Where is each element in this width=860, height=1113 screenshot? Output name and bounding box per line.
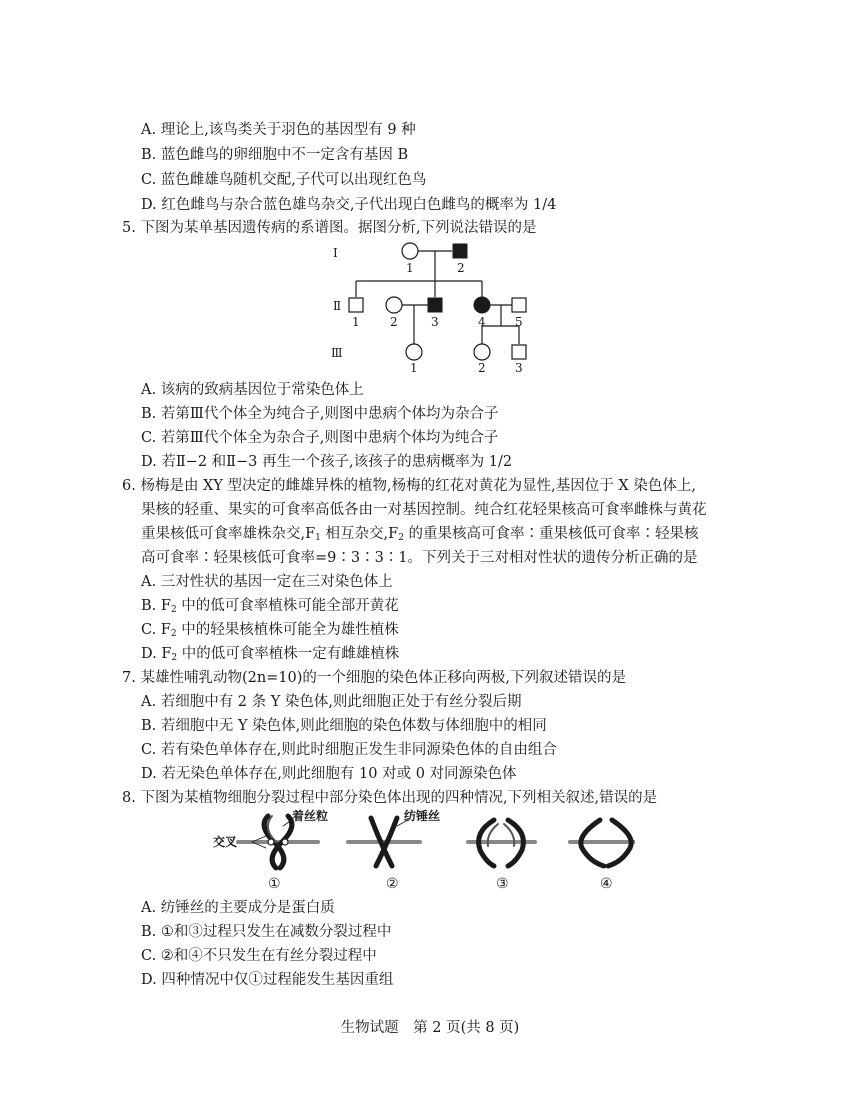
pedigree-i1-female [402,243,418,259]
svg-text:1: 1 [406,261,414,275]
label-cross: 交叉 [213,835,238,849]
q7-option-c: C. 若有染色单体存在,则此时细胞正发生非同源染色体的自由组合 [141,742,557,758]
q7-option-d: D. 若无染色单体存在,则此细胞有 10 对或 0 对同源染色体 [141,766,517,782]
q7-stem: 7. 某雄性哺乳动物(2n=10)的一个细胞的染色体正移向两极,下列叙述错误的是 [122,670,627,686]
svg-text:2: 2 [478,361,486,375]
pedigree-gen-label-2: Ⅱ [333,299,342,313]
panel-label-3: ③ [496,876,509,892]
svg-text:1: 1 [410,361,418,375]
label-centromere: 着丝粒 [292,809,329,823]
q8-option-d: D. 四种情况中仅①过程能发生基因重组 [141,972,394,988]
svg-text:5: 5 [515,315,523,329]
pedigree-ii3-affected-male [428,298,442,312]
pedigree-chart [320,240,540,375]
q5-option-c: C. 若第Ⅲ代个体全为杂合子,则图中患病个体均为纯合子 [141,430,499,446]
q8-option-a: A. 纺锤丝的主要成分是蛋白质 [141,900,335,916]
q4-option-d: D. 红色雌鸟与杂合蓝色雄鸟杂交,子代出现白色雌鸟的概率为 1/4 [141,197,557,213]
q6-option-a: A. 三对性状的基因一定在三对染色体上 [141,574,393,590]
svg-text:1: 1 [352,315,360,329]
q8-stem: 8. 下图为某植物细胞分裂过程中部分染色体出现的四种情况,下列相关叙述,错误的是 [122,790,658,806]
q4-option-c: C. 蓝色雌雄鸟随机交配,子代可以出现红色鸟 [141,172,427,188]
q6-option-d: D. $F_2$ 中的低可食率植株一定有雌雄植株 [141,646,400,663]
panel-label-1: ① [268,876,281,892]
q7-option-b: B. 若细胞中无 Y 染色体,则此细胞的染色体数与体细胞中的相同 [141,718,547,734]
pedigree-iii1-female [406,344,422,360]
q6-stem-line1: 6. 杨梅是由 XY 型决定的雌雄异株的植物,杨梅的红花对黄花为显性,基因位于 X 染色体上, [122,478,696,494]
panel-label-4: ④ [600,876,613,892]
pedigree-ii5-male [512,298,526,312]
svg-text:2: 2 [390,315,398,329]
q4-option-b: B. 蓝色雌鸟的卵细胞中不一定含有基因 B [141,147,409,163]
pedigree-gen-label-3: Ⅲ [331,346,343,360]
pedigree-i2-affected-male [453,244,467,258]
q5-stem: 5. 下图为某单基因遗传病的系谱图。据图分析,下列说法错误的是 [122,220,537,236]
q6-option-c: C. $F_2$ 中的轻果核植株可能全为雄性植株 [141,622,399,639]
svg-text:2: 2 [457,261,465,275]
pedigree-ii2-female [386,297,402,313]
pedigree-ii4-affected-female [474,297,490,313]
label-spindle: 纺锤丝 [404,809,441,823]
pedigree-ii1-male [349,298,363,312]
pedigree-gen-label-1: Ⅰ [333,246,338,260]
q5-option-d: D. 若Ⅱ−2 和Ⅱ−3 再生一个孩子,该孩子的患病概率为 1/2 [141,454,513,470]
q6-stem-line2: 果核的轻重、果实的可食率高低各由一对基因控制。纯合红花轻果核高可食率雌株与黄花 [141,502,707,518]
q6-stem-line3: 重果核低可食率雄株杂交$,F_1$ 相互杂交$,F_2$ 的重果核高可食率∶重果核低可食率∶轻果核 [141,526,699,543]
q8-option-b: B. ①和③过程只发生在减数分裂过程中 [141,924,392,940]
svg-text:3: 3 [515,361,523,375]
svg-text:3: 3 [431,315,439,329]
svg-text:4: 4 [478,315,486,329]
q7-option-a: A. 若细胞中有 2 条 Y 染色体,则此细胞正处于有丝分裂后期 [141,694,522,710]
panel-label-2: ② [386,876,399,892]
q6-stem-line4: 高可食率∶轻果核低可食率=9∶3∶3∶1。下列关于三对相对性状的遗传分析正确的是 [141,550,698,566]
q5-option-b: B. 若第Ⅲ代个体全为纯合子,则图中患病个体均为杂合子 [141,406,499,422]
pedigree-iii2-female [474,344,490,360]
q5-option-a: A. 该病的致病基因位于常染色体上 [141,382,364,398]
chromosome-figure [205,805,635,893]
q6-option-b: B. $F_2$ 中的低可食率植株可能全部开黄花 [141,598,399,615]
pedigree-iii3-male [512,345,526,359]
q4-option-a: A. 理论上,该鸟类关于羽色的基因型有 9 种 [141,122,416,138]
page-footer: 生物试题 第 2 页(共 8 页) [340,1020,520,1036]
q8-option-c: C. ②和④不只发生在有丝分裂过程中 [141,948,377,964]
